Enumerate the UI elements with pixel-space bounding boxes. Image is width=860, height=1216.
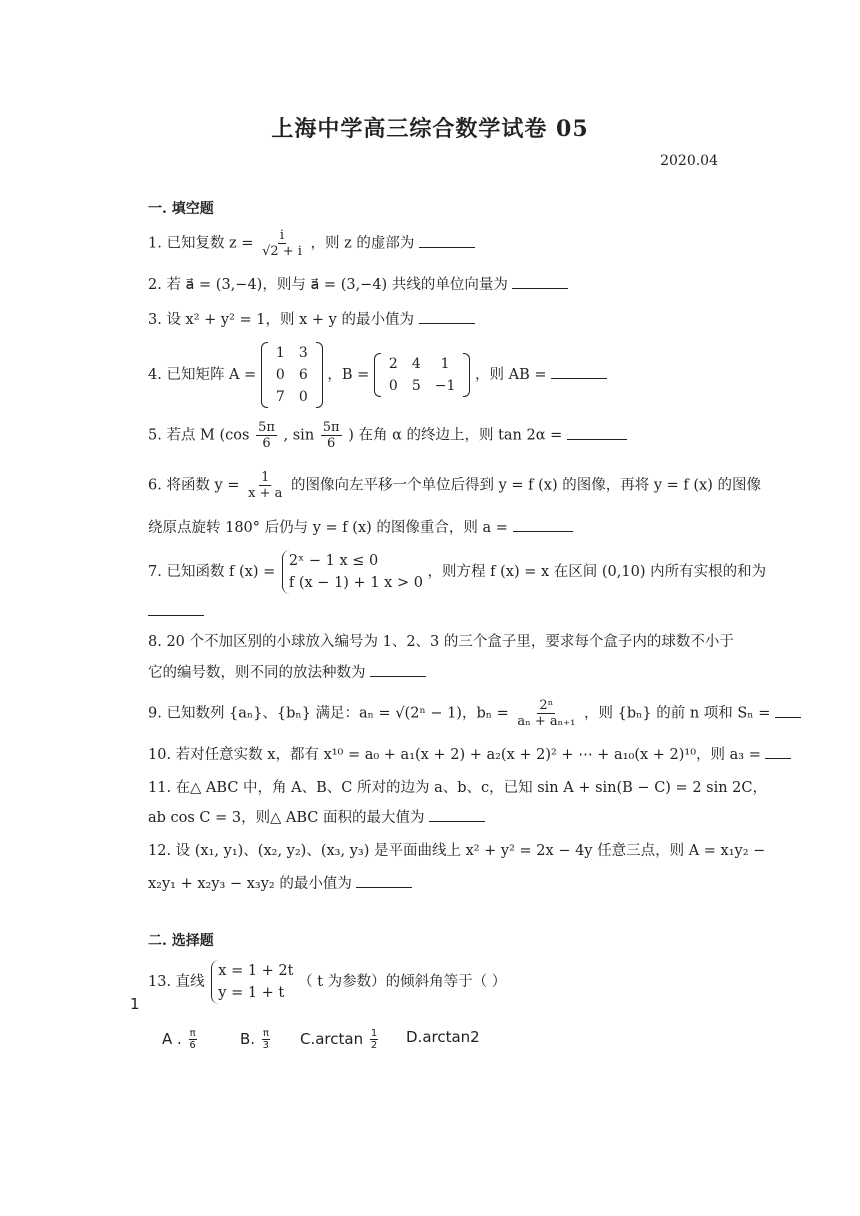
answer-blank xyxy=(551,366,607,379)
option-c: C.arctan $\frac{1}{2}$ xyxy=(300,1028,378,1051)
exam-date: 2020.04 xyxy=(660,153,718,169)
question-1: 1. 已知复数 z = $\frac{i}{√2 + i}$ ，则 z 的虚部为 xyxy=(148,228,475,259)
fraction: $\frac{1}{x + a}$ xyxy=(248,470,283,501)
answer-blank xyxy=(356,875,412,888)
page-number: 1 xyxy=(130,995,140,1013)
matrix-a: 1 3 0 6 7 0 xyxy=(261,342,323,408)
question-11: 11. 在△ ABC 中，角 A、B、C 所对的边为 a、b、c，已知 sin A + sin(B − C) = 2 sin 2C， xyxy=(148,780,767,796)
answer-blank xyxy=(419,235,475,248)
section-fill-in: 一. 填空题 xyxy=(148,201,214,217)
question-7-blank xyxy=(148,602,204,622)
question-5: 5. 若点 M (cos $\frac{5\pi}{6}$ , sin $\frac{5\pi}{6}$ ) 在角 α 的终边上，则 tan 2α = xyxy=(148,420,627,451)
question-12: 12. 设 (x₁, y₁)、(x₂, y₂)、(x₃, y₃) 是平面曲线上 x² + y² = 2x − 4y 任意三点，则 A = x₁y₂ − xyxy=(148,843,766,859)
answer-blank xyxy=(429,809,485,822)
question-10: 10. 若对任意实数 x，都有 x¹⁰ = a₀ + a₁(x + 2) + a₂(x + 2)² + ⋯ + a₁₀(x + 2)¹⁰，则 a₃ = xyxy=(148,745,791,765)
fraction: $\frac{5\pi}{6}$ xyxy=(258,420,275,451)
fraction: $\frac{\text{2ⁿ}}{\text{aₙ + aₙ₊₁}}$ xyxy=(517,698,576,729)
fraction: $\frac{5\pi}{6}$ xyxy=(322,420,340,451)
page-title: 上海中学高三综合数学试卷 05 xyxy=(271,116,589,142)
question-12-cont: x₂y₁ + x₂y₃ − x₃y₂ 的最小值为 xyxy=(148,874,412,894)
question-7: 7. 已知函数 f (x) = 2ˣ − 1 x ≤ 0 f (x − 1) + 1 x > 0 ，则方程 f (x) = x 在区间 (0,10) 内所有实根的和为 xyxy=(148,550,766,594)
answer-blank xyxy=(148,603,204,616)
question-4: 4. 已知矩阵 A = 1 3 0 6 7 0 ，B = 2 4 1 0 5 −1 ，则 AB = xyxy=(148,342,607,408)
matrix-b: 2 4 1 0 5 −1 xyxy=(374,353,470,397)
answer-blank xyxy=(567,427,627,440)
fraction: $\frac{i}{√2 + i}$ xyxy=(262,228,302,259)
question-11-cont: ab cos C = 3，则△ ABC 面积的最大值为 xyxy=(148,808,485,828)
question-2: 2. 若 a⃗ = (3,−4)，则与 a⃗ = (3,−4) 共线的单位向量为 xyxy=(148,275,568,295)
parametric-brace: x = 1 + 2t y = 1 + t xyxy=(211,960,293,1004)
question-6-cont: 绕原点旋转 180° 后仍与 y = f (x) 的图像重合，则 a = xyxy=(148,518,573,538)
question-13: 13. 直线 x = 1 + 2t y = 1 + t （ t 为参数）的倾斜角等于（ ） xyxy=(148,960,506,1004)
answer-blank xyxy=(370,664,426,677)
option-d: D.arctan2 xyxy=(406,1028,480,1046)
answer-blank xyxy=(775,705,801,718)
question-9: 9. 已知数列 {aₙ}、{bₙ} 满足：aₙ = √(2ⁿ − 1)，bₙ = $\frac{\text{2ⁿ}}{\text{aₙ + aₙ₊₁}}$ ，则 {bₙ} 的前 n 项和 Sₙ = xyxy=(148,698,801,729)
question-6: 6. 将函数 y = $\frac{1}{x + a}$ 的图像向左平移一个单位后得到 y = f (x) 的图像，再将 y = f (x) 的图像 xyxy=(148,470,761,501)
section-choice: 二. 选择题 xyxy=(148,933,214,949)
question-8-cont: 它的编号数，则不同的放法种数为 xyxy=(148,663,426,683)
option-b: B. $\frac{\pi}{3}$ xyxy=(240,1028,270,1051)
question-8: 8. 20 个不加区别的小球放入编号为 1、2、3 的三个盒子里，要求每个盒子内的球数不小于 xyxy=(148,634,734,650)
option-a: A . $\frac{\pi}{6}$ xyxy=(162,1028,196,1051)
answer-blank xyxy=(419,311,475,324)
answer-blank xyxy=(512,276,568,289)
question-3: 3. 设 x² + y² = 1，则 x + y 的最小值为 xyxy=(148,310,475,330)
answer-blank xyxy=(765,746,791,759)
piecewise-brace: 2ˣ − 1 x ≤ 0 f (x − 1) + 1 x > 0 xyxy=(282,550,423,594)
answer-blank xyxy=(513,519,573,532)
